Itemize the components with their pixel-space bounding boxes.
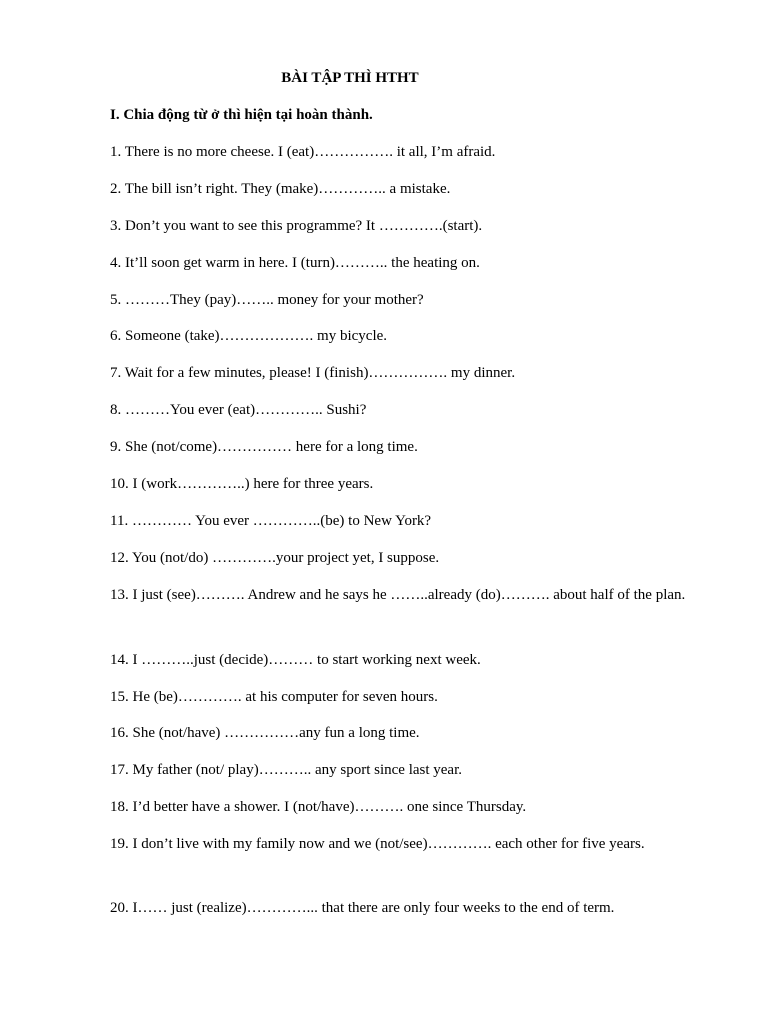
- exercise-11: 11. ………… You ever …………..(be) to New York?: [110, 513, 432, 529]
- document-title: BÀI TẬP THÌ HTHT: [281, 70, 419, 86]
- exercise-19: 19. I don’t live with my family now and we (not/see)…………. each other for five years.: [110, 836, 645, 852]
- exercise-4: 4. It’ll soon get warm in here. I (turn)……….. the heating on.: [110, 255, 480, 271]
- exercise-9: 9. She (not/come)…………… here for a long time.: [110, 439, 418, 455]
- section-heading: I. Chia động từ ở thì hiện tại hoàn thành.: [110, 107, 373, 123]
- exercise-18: 18. I’d better have a shower. I (not/have)………. one since Thursday.: [110, 799, 527, 815]
- exercise-2: 2. The bill isn’t right. They (make)………….. a mistake.: [110, 181, 451, 197]
- exercise-14: 14. I ………..just (decide)……… to start working next week.: [110, 652, 481, 668]
- exercise-17: 17. My father (not/ play)……….. any sport since last year.: [110, 762, 463, 778]
- exercise-12: 12. You (not/do) ………….your project yet, I suppose.: [110, 550, 440, 566]
- exercise-3: 3. Don’t you want to see this programme? It ………….(start).: [110, 218, 483, 234]
- exercise-8: 8. ………You ever (eat)………….. Sushi?: [110, 402, 367, 418]
- exercise-1: 1. There is no more cheese. I (eat)……………. it all, I’m afraid.: [110, 144, 496, 160]
- exercise-13: 13. I just (see)………. Andrew and he says he ……..already (do)………. about half of the plan.: [110, 587, 686, 603]
- exercise-5: 5. ………They (pay)…….. money for your mother?: [110, 292, 424, 308]
- exercise-16: 16. She (not/have) ……………any fun a long time.: [110, 725, 420, 741]
- exercise-15: 15. He (be)…………. at his computer for seven hours.: [110, 689, 438, 705]
- exercise-6: 6. Someone (take)………………. my bicycle.: [110, 328, 388, 344]
- exercise-20: 20. I…… just (realize)…………... that there are only four weeks to the end of term.: [110, 900, 615, 916]
- exercise-10: 10. I (work…………..) here for three years.: [110, 476, 374, 492]
- exercise-7: 7. Wait for a few minutes, please! I (finish)……………. my dinner.: [110, 365, 516, 381]
